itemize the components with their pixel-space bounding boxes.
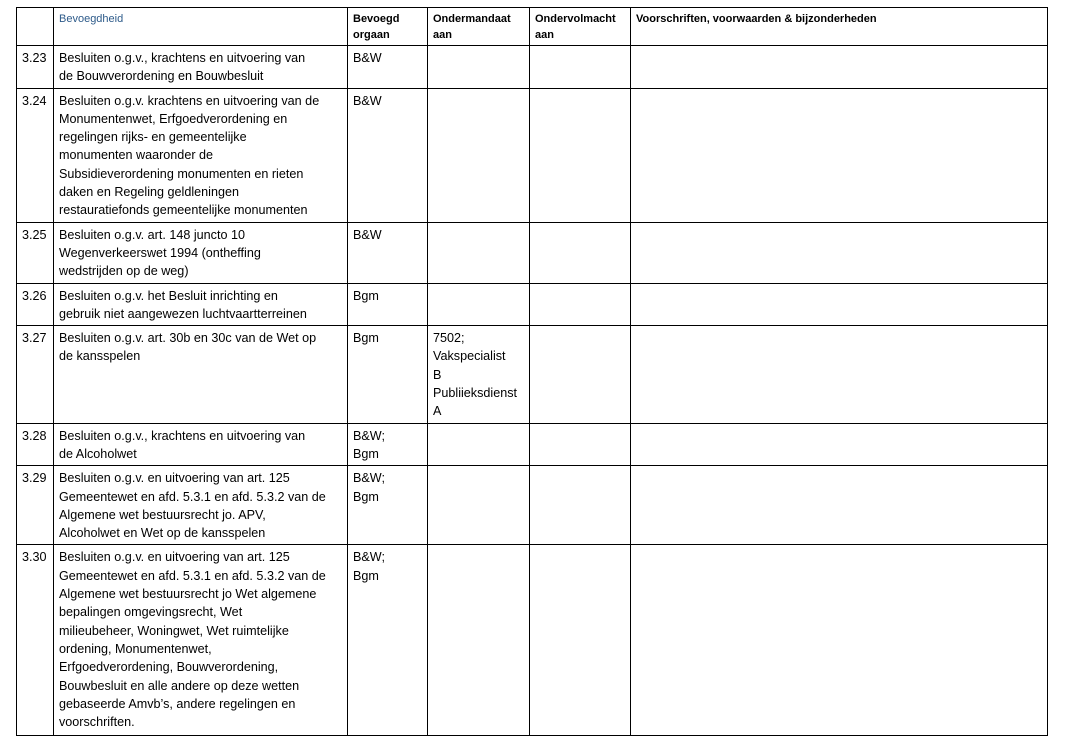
row-description: Besluiten o.g.v., krachtens en uitvoering van de Bouwverordening en Bouwbesluit bbox=[54, 46, 348, 89]
header-number bbox=[17, 8, 54, 46]
row-organ: B&W; Bgm bbox=[348, 423, 428, 466]
header-organ: Bevoegd orgaan bbox=[348, 8, 428, 46]
row-rules bbox=[631, 283, 1048, 326]
row-submandate bbox=[428, 88, 530, 222]
row-subauthorization bbox=[530, 88, 631, 222]
row-rules bbox=[631, 46, 1048, 89]
header-subauthorization: Ondervolmacht aan bbox=[530, 8, 631, 46]
row-rules bbox=[631, 88, 1048, 222]
row-rules bbox=[631, 222, 1048, 283]
row-number: 3.30 bbox=[17, 545, 54, 736]
table-row bbox=[17, 222, 1048, 283]
row-organ: B&W bbox=[348, 88, 428, 222]
header-competence: Bevoegdheid bbox=[54, 8, 348, 46]
row-submandate bbox=[428, 545, 530, 736]
header-rules: Voorschriften, voorwaarden & bijzonderheden bbox=[631, 8, 1048, 46]
row-organ: Bgm bbox=[348, 326, 428, 423]
row-organ: Bgm bbox=[348, 283, 428, 326]
table-header-row bbox=[17, 8, 1048, 46]
row-submandate bbox=[428, 423, 530, 466]
row-subauthorization bbox=[530, 283, 631, 326]
row-subauthorization bbox=[530, 46, 631, 89]
row-description: Besluiten o.g.v. en uitvoering van art. 125 Gemeentewet en afd. 5.3.1 en afd. 5.3.2 van de Algemene wet bestuursrecht jo. APV, Alcoholwet en Wet op de kansspelen bbox=[54, 466, 348, 545]
table-row bbox=[17, 46, 1048, 89]
row-submandate bbox=[428, 283, 530, 326]
table-row bbox=[17, 283, 1048, 326]
row-number: 3.24 bbox=[17, 88, 54, 222]
row-description: Besluiten o.g.v. krachtens en uitvoering van de Monumentenwet, Erfgoedverordening en regelingen rijks- en gemeentelijke monumenten waaronder de Subsidieverordening monumenten en rieten daken en Regeling geldleningen restauratiefonds gemeentelijke monumenten bbox=[54, 88, 348, 222]
mandate-table bbox=[16, 7, 1048, 736]
row-number: 3.27 bbox=[17, 326, 54, 423]
row-rules bbox=[631, 423, 1048, 466]
table-row bbox=[17, 545, 1048, 736]
row-number: 3.25 bbox=[17, 222, 54, 283]
header-submandate: Ondermandaat aan bbox=[428, 8, 530, 46]
table-row bbox=[17, 326, 1048, 423]
row-subauthorization bbox=[530, 326, 631, 423]
row-rules bbox=[631, 545, 1048, 736]
row-number: 3.23 bbox=[17, 46, 54, 89]
row-subauthorization bbox=[530, 423, 631, 466]
row-number: 3.28 bbox=[17, 423, 54, 466]
row-submandate bbox=[428, 222, 530, 283]
row-submandate: 7502; Vakspecialist B Publiieksdienst A bbox=[428, 326, 530, 423]
row-rules bbox=[631, 466, 1048, 545]
row-number: 3.29 bbox=[17, 466, 54, 545]
table-row bbox=[17, 466, 1048, 545]
row-rules bbox=[631, 326, 1048, 423]
row-organ: B&W; Bgm bbox=[348, 466, 428, 545]
row-subauthorization bbox=[530, 466, 631, 545]
row-submandate bbox=[428, 466, 530, 545]
row-description: Besluiten o.g.v. art. 148 juncto 10 Wegenverkeerswet 1994 (ontheffing wedstrijden op de weg) bbox=[54, 222, 348, 283]
table-row bbox=[17, 423, 1048, 466]
row-organ: B&W bbox=[348, 222, 428, 283]
table-row bbox=[17, 88, 1048, 222]
row-subauthorization bbox=[530, 545, 631, 736]
row-description: Besluiten o.g.v. en uitvoering van art. 125 Gemeentewet en afd. 5.3.1 en afd. 5.3.2 van de Algemene wet bestuursrecht jo Wet algemene bepalingen omgevingsrecht, Wet milieubeheer, Woningwet, Wet ruimtelijke ordening, Monumentenwet, Erfgoedverordening, Bouwverordening, Bouwbesluit en alle andere op deze wetten gebaseerde Amvb’s, andere regelingen en voorschriften. bbox=[54, 545, 348, 736]
row-submandate bbox=[428, 46, 530, 89]
row-description: Besluiten o.g.v. art. 30b en 30c van de Wet op de kansspelen bbox=[54, 326, 348, 423]
row-organ: B&W; Bgm bbox=[348, 545, 428, 736]
row-organ: B&W bbox=[348, 46, 428, 89]
row-subauthorization bbox=[530, 222, 631, 283]
row-description: Besluiten o.g.v. het Besluit inrichting en gebruik niet aangewezen luchtvaartterreinen bbox=[54, 283, 348, 326]
row-number: 3.26 bbox=[17, 283, 54, 326]
row-description: Besluiten o.g.v., krachtens en uitvoering van de Alcoholwet bbox=[54, 423, 348, 466]
